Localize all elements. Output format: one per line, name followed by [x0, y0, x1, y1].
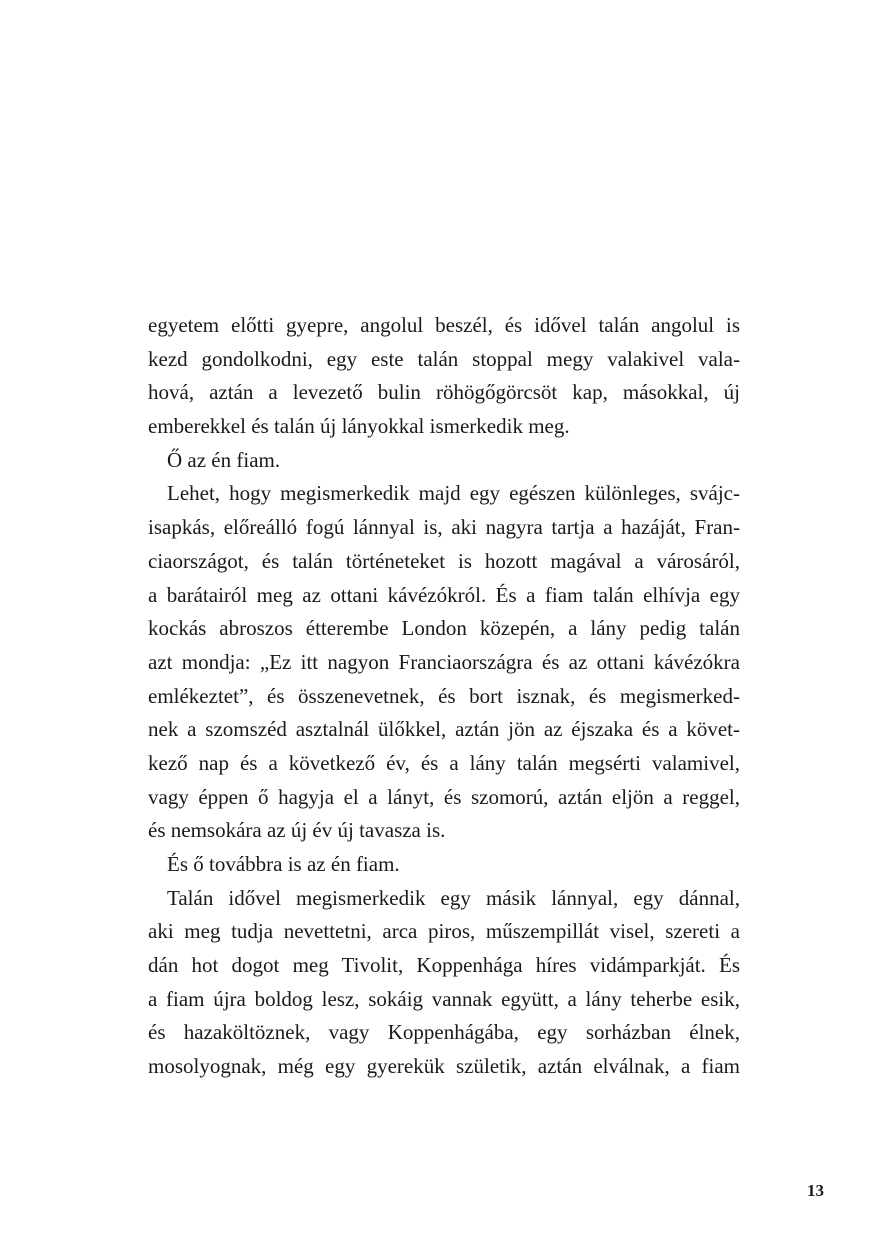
text-line: Talán idővel megismerkedik egy másik lánnyal, egy dánnal, [167, 885, 740, 910]
text-line: egyetem előtti gyepre, angolul beszél, és idővel talán angolul is [148, 313, 740, 337]
text-line: emberekkel és talán új lányokkal ismerkedik meg. [148, 414, 570, 439]
text-line: ciaországot, és talán történeteket is hozott magával a városáról, [148, 548, 740, 573]
text-line: Ő az én fiam. [167, 447, 281, 472]
text-line: azt mondja: „Ez itt nagyon Franciaországra és az ottani kávézókra [148, 649, 740, 674]
text-line: kockás abroszos étterembe London közepén, a lány pedig talán [148, 616, 740, 641]
text-line: és hazaköltöznek, vagy Koppenhágába, egy sorházban élnek, [148, 1020, 740, 1045]
text-line: emlékeztet”, és összenevetnek, és bort isznak, és megismerked- [148, 683, 740, 708]
text-line: nek a szomszéd asztalnál ülőkkel, aztán jön az éjszaka és a követ- [148, 717, 740, 742]
text-line: és nemsokára az új év új tavasza is. [148, 818, 446, 843]
text-line: hová, aztán a levezető bulin röhögőgörcsöt kap, másokkal, új [148, 380, 740, 405]
text-line: aki meg tudja nevettetni, arca piros, műszempillát visel, szereti a [148, 919, 740, 944]
text-line: kező nap és a következő év, és a lány talán megsérti valamivel, [148, 750, 740, 775]
body-text [148, 309, 740, 1084]
page-number: 13 [807, 1181, 824, 1200]
text-line: isapkás, előreálló fogú lánnyal is, aki nagyra tartja a hazáját, Fran- [148, 515, 740, 540]
text-line: Lehet, hogy megismerkedik majd egy egészen különleges, svájc- [167, 481, 740, 506]
text-line: vagy éppen ő hagyja el a lányt, és szomorú, aztán eljön a reggel, [148, 784, 740, 809]
text-line: a fiam újra boldog lesz, sokáig vannak együtt, a lány teherbe esik, [148, 986, 740, 1011]
text-line: dán hot dogot meg Tivolit, Koppenhága híres vidámparkját. És [148, 953, 740, 978]
text-line: kezd gondolkodni, egy este talán stoppal megy valakivel vala- [148, 346, 740, 371]
text-line: a barátairól meg az ottani kávézókról. És a fiam talán elhívja egy [148, 582, 740, 607]
text-line: mosolyognak, még egy gyerekük születik, aztán elválnak, a fiam [148, 1054, 740, 1079]
text-line: És ő továbbra is az én fiam. [167, 852, 400, 876]
